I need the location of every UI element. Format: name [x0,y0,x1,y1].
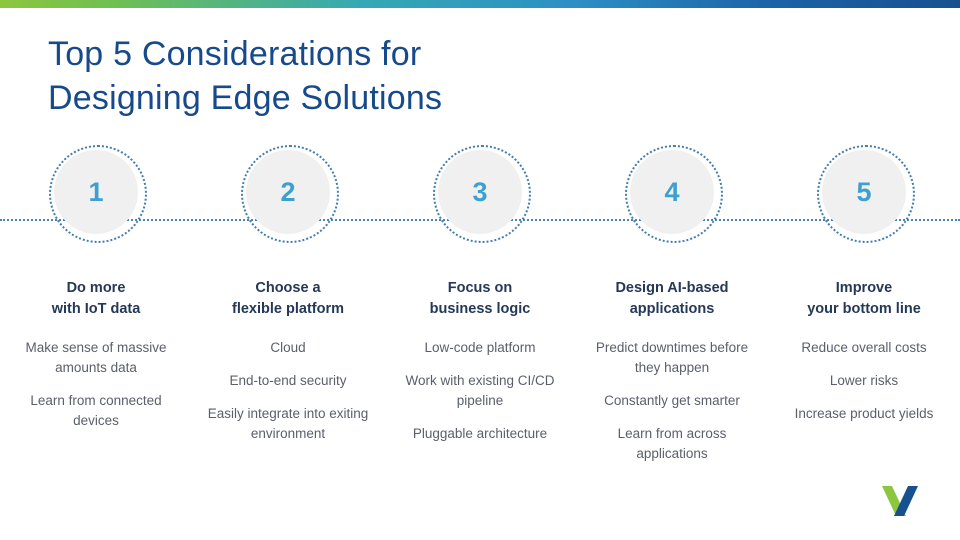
step-badge-4 [630,150,714,234]
consideration-column-5 [768,150,960,477]
list-item: Work with existing CI/CD pipeline [405,373,555,408]
list-item: Constantly get smarter [604,393,740,408]
x-logo-icon [882,484,918,518]
list-item: Learn from across applications [617,426,727,461]
step-badge-3 [438,150,522,234]
step-number-4: 4 [630,150,714,234]
column-heading-3 [430,278,531,320]
column-bullets-5 [774,338,954,437]
column-heading-line: your bottom line [807,301,921,317]
consideration-column-1 [0,150,192,477]
column-bullets-4 [582,338,762,477]
column-heading-2 [232,278,344,320]
list-item: Lower risks [829,373,899,388]
list-item: Increase product yields [794,406,934,421]
list-item: Pluggable architecture [412,426,548,441]
column-bullets-1 [6,338,186,444]
list-item: End-to-end security [229,373,347,388]
page-title-line-1: Top 5 Considerations for [48,35,422,73]
column-heading-line: Improve [835,280,893,296]
column-heading-line: Focus on [447,280,513,296]
consideration-column-4 [576,150,768,477]
column-heading-line: business logic [429,301,531,317]
consideration-column-3 [384,150,576,477]
column-heading-line: Design AI-based [615,280,729,296]
list-item: Reduce overall costs [801,340,927,355]
top-gradient-bar [0,0,960,8]
column-heading-line: with IoT data [51,301,141,317]
step-badge-1 [54,150,138,234]
step-number-1: 1 [54,150,138,234]
considerations-list [0,150,960,477]
list-item: Easily integrate into exiting environment [207,406,369,441]
page-title [48,32,688,120]
column-heading-line: Do more [66,280,126,296]
consideration-column-2 [192,150,384,477]
column-heading-1 [52,278,141,320]
column-heading-4 [615,278,728,320]
column-heading-5 [807,278,921,320]
column-heading-line: applications [629,301,715,317]
column-heading-line: Choose a [255,280,321,296]
column-bullets-3 [390,338,570,457]
step-badge-5 [822,150,906,234]
list-item: Cloud [270,340,306,355]
page-title-line-2: Designing Edge Solutions [48,79,443,117]
step-badge-2 [246,150,330,234]
step-number-5: 5 [822,150,906,234]
list-item: Make sense of massive amounts data [25,340,167,375]
list-item: Low-code platform [424,340,536,355]
column-bullets-2 [198,338,378,457]
step-number-2: 2 [246,150,330,234]
list-item: Predict downtimes before they happen [595,340,749,375]
column-heading-line: flexible platform [232,301,344,317]
step-number-3: 3 [438,150,522,234]
list-item: Learn from connected devices [30,393,162,428]
